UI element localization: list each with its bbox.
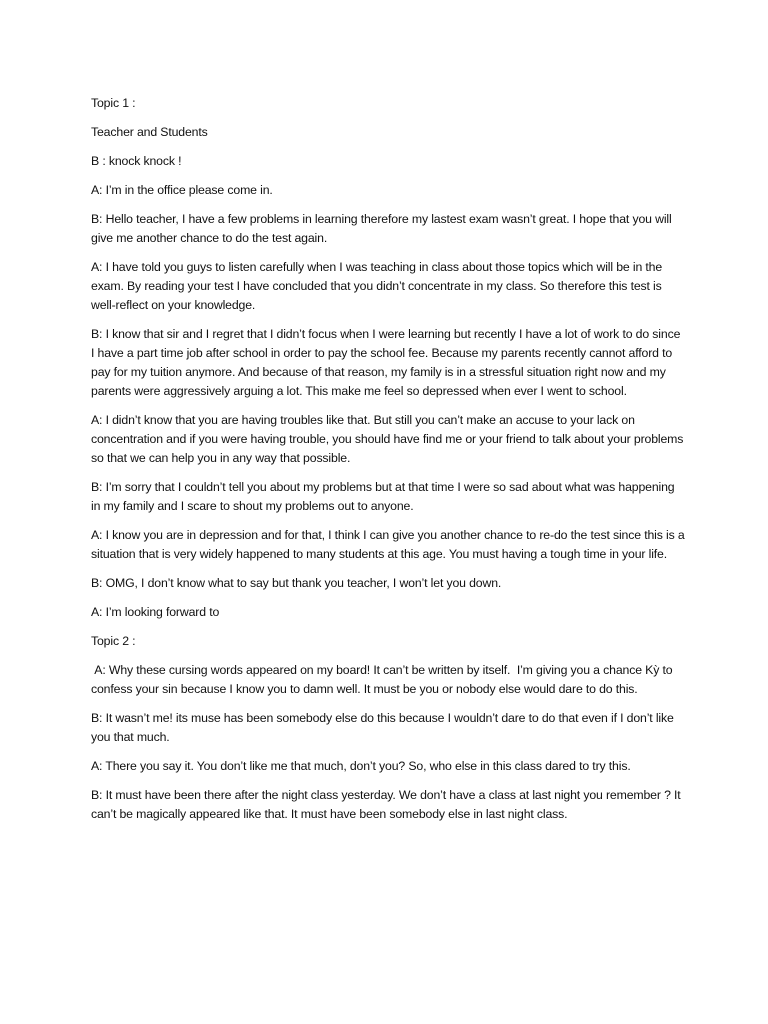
topic-2-heading: Topic 2 :	[91, 634, 136, 648]
dialogue-line: A: I didn’t know that you are having troubles like that. But still you can’t make an accuse to your lack on concentration and if you were having trouble, you should have find me or your friend to talk about your problems so that we can help you in any way that possible.	[91, 413, 684, 465]
dialogue-line: B: It must have been there after the night class yesterday. We don’t have a class at last night you remember ? It can’t be magically appeared like that. It must have been somebody else in last night class.	[91, 788, 681, 821]
dialogue-line: A: There you say it. You don’t like me that much, don’t you? So, who else in this class dared to try this.	[91, 759, 631, 773]
topic-1-heading: Topic 1 :	[91, 96, 136, 110]
dialogue-line: A: I know you are in depression and for that, I think I can give you another chance to re-do the test since this is a situation that is very widely happened to many students at this age. You must having a tough time in your life.	[91, 528, 685, 561]
topic-1-title: Teacher and Students	[91, 125, 208, 139]
dialogue-line: B: OMG, I don’t know what to say but thank you teacher, I won’t let you down.	[91, 576, 502, 590]
dialogue-line: B: Hello teacher, I have a few problems in learning therefore my lastest exam wasn’t great. I hope that you will give me another chance to do the test again.	[91, 212, 672, 245]
dialogue-line: A: I have told you guys to listen carefully when I was teaching in class about those topics which will be in the exam. By reading your test I have concluded that you didn’t concentrate in my class. So therefore this test is well-reflect on your knowledge.	[91, 260, 663, 312]
dialogue-line: B : knock knock !	[91, 154, 182, 168]
dialogue-line: A: Why these cursing words appeared on my board! It can’t be written by itself. I’m giving you a chance Kỳ to confess your sin because I know you to damn well. It must be you or nobody else would dare to do this.	[91, 663, 676, 696]
dialogue-line: B: It wasn’t me! its muse has been somebody else do this because I wouldn’t dare to do that even if I don’t like you that much.	[91, 711, 674, 744]
dialogue-line: A: I’m in the office please come in.	[91, 183, 273, 197]
dialogue-line: B: I know that sir and I regret that I didn’t focus when I were learning but recently I have a lot of work to do since I have a part time job after school in order to pay the school fee. Because my parents recently cannot afford to pay for my tuition anymore. And because of that reason, my family is in a stressful situation right now and my parents were aggressively arguing a lot. This make me feel so depressed when ever I went to school.	[91, 327, 681, 398]
dialogue-line: B: I’m sorry that I couldn’t tell you about my problems but at that time I were so sad about what was happening in my family and I scare to shout my problems out to anyone.	[91, 480, 675, 513]
dialogue-line: A: I’m looking forward to	[91, 605, 220, 619]
document-page	[91, 94, 685, 834]
